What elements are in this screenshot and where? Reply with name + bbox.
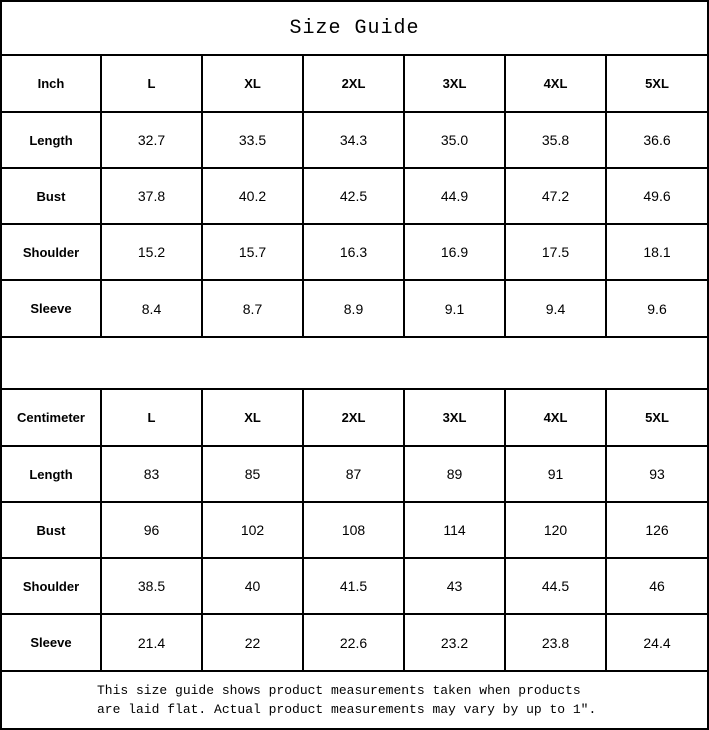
table-header-row [2, 56, 707, 112]
value-cell: 23.8 [505, 614, 606, 670]
row-label: Shoulder [2, 224, 101, 280]
row-label: Shoulder [2, 558, 101, 614]
value-cell: 21.4 [101, 614, 202, 670]
size-header-cell: L [101, 390, 202, 446]
footer-note-line1: This size guide shows product measurements taken when products [97, 683, 581, 698]
table-header-row [2, 390, 707, 446]
value-cell: 47.2 [505, 168, 606, 224]
value-cell: 17.5 [505, 224, 606, 280]
value-cell: 8.7 [202, 280, 303, 336]
unit-header-cell: Centimeter [2, 390, 101, 446]
footer-note [2, 670, 707, 728]
value-cell: 93 [606, 446, 707, 502]
value-cell: 22.6 [303, 614, 404, 670]
size-header-cell: 3XL [404, 390, 505, 446]
value-cell: 16.3 [303, 224, 404, 280]
row-label: Bust [2, 168, 101, 224]
value-cell: 23.2 [404, 614, 505, 670]
page-title: Size Guide [2, 2, 707, 56]
row-label: Length [2, 112, 101, 168]
inch-size-table [2, 56, 707, 336]
value-cell: 49.6 [606, 168, 707, 224]
value-cell: 43 [404, 558, 505, 614]
value-cell: 46 [606, 558, 707, 614]
size-header-cell: 5XL [606, 390, 707, 446]
value-cell: 44.9 [404, 168, 505, 224]
value-cell: 44.5 [505, 558, 606, 614]
size-header-cell: 3XL [404, 56, 505, 112]
value-cell: 16.9 [404, 224, 505, 280]
size-header-cell: L [101, 56, 202, 112]
table-row [2, 558, 707, 614]
value-cell: 8.4 [101, 280, 202, 336]
footer-note-line2: are laid flat. Actual product measurements may vary by up to 1″. [97, 702, 597, 717]
size-header-cell: 4XL [505, 56, 606, 112]
value-cell: 108 [303, 502, 404, 558]
value-cell: 9.6 [606, 280, 707, 336]
value-cell: 91 [505, 446, 606, 502]
row-label: Sleeve [2, 614, 101, 670]
value-cell: 33.5 [202, 112, 303, 168]
value-cell: 41.5 [303, 558, 404, 614]
value-cell: 35.8 [505, 112, 606, 168]
table-row [2, 446, 707, 502]
value-cell: 24.4 [606, 614, 707, 670]
size-header-cell: 2XL [303, 56, 404, 112]
size-header-cell: 2XL [303, 390, 404, 446]
value-cell: 83 [101, 446, 202, 502]
value-cell: 89 [404, 446, 505, 502]
value-cell: 38.5 [101, 558, 202, 614]
value-cell: 102 [202, 502, 303, 558]
value-cell: 15.2 [101, 224, 202, 280]
value-cell: 85 [202, 446, 303, 502]
table-spacer [2, 336, 707, 390]
value-cell: 35.0 [404, 112, 505, 168]
size-header-cell: 5XL [606, 56, 707, 112]
row-label: Sleeve [2, 280, 101, 336]
value-cell: 9.1 [404, 280, 505, 336]
table-row [2, 168, 707, 224]
value-cell: 87 [303, 446, 404, 502]
value-cell: 96 [101, 502, 202, 558]
table-row [2, 614, 707, 670]
size-header-cell: XL [202, 390, 303, 446]
row-label: Length [2, 446, 101, 502]
value-cell: 42.5 [303, 168, 404, 224]
value-cell: 9.4 [505, 280, 606, 336]
value-cell: 15.7 [202, 224, 303, 280]
value-cell: 22 [202, 614, 303, 670]
value-cell: 40 [202, 558, 303, 614]
value-cell: 37.8 [101, 168, 202, 224]
table-row [2, 280, 707, 336]
value-cell: 114 [404, 502, 505, 558]
unit-header-cell: Inch [2, 56, 101, 112]
size-header-cell: XL [202, 56, 303, 112]
value-cell: 120 [505, 502, 606, 558]
row-label: Bust [2, 502, 101, 558]
centimeter-size-table [2, 390, 707, 670]
value-cell: 40.2 [202, 168, 303, 224]
table-row [2, 224, 707, 280]
value-cell: 18.1 [606, 224, 707, 280]
size-header-cell: 4XL [505, 390, 606, 446]
value-cell: 34.3 [303, 112, 404, 168]
table-row [2, 502, 707, 558]
value-cell: 32.7 [101, 112, 202, 168]
value-cell: 8.9 [303, 280, 404, 336]
table-row [2, 112, 707, 168]
value-cell: 126 [606, 502, 707, 558]
value-cell: 36.6 [606, 112, 707, 168]
